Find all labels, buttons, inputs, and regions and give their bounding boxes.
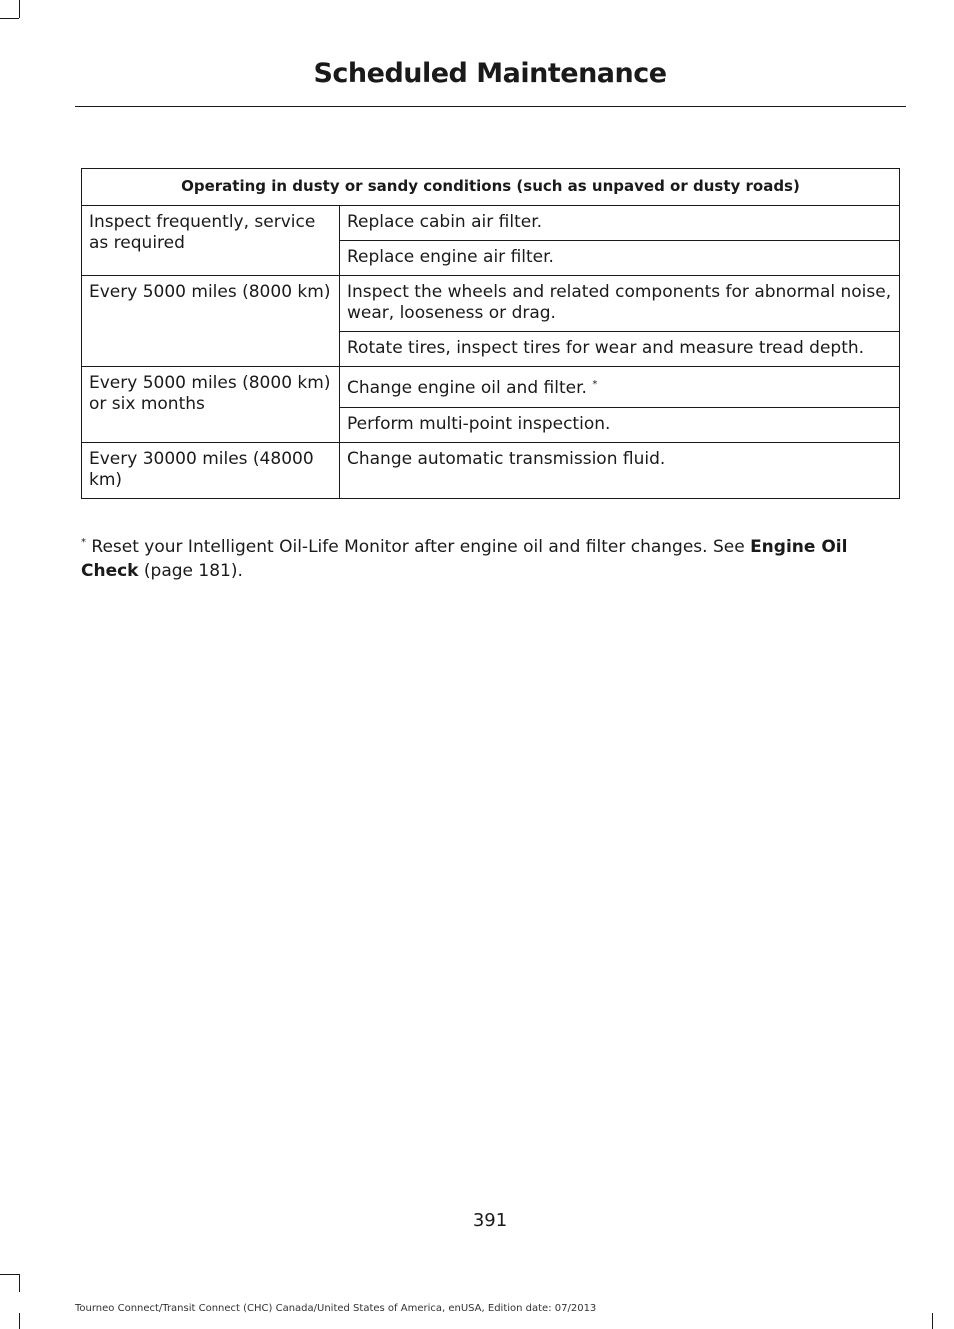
action-cell: Inspect the wheels and related components for abnormal noise, wear, looseness or drag. [340, 276, 900, 332]
crop-mark [0, 18, 19, 19]
action-text: Change engine oil and filter. [347, 378, 587, 398]
engine-oil-check-link[interactable]: Engine Oil Check [81, 537, 848, 581]
table-row [82, 206, 900, 241]
table-row [82, 367, 900, 408]
table-row [82, 276, 900, 332]
footnote-marker: * [81, 537, 86, 548]
page-title: Scheduled Maintenance [313, 58, 667, 89]
page-reference: (page 181). [138, 561, 243, 581]
crop-mark [19, 1313, 20, 1329]
action-cell: Replace engine air filter. [340, 241, 900, 276]
footnote [81, 535, 893, 583]
crop-mark [19, 0, 20, 18]
action-cell: Replace cabin air filter. [340, 206, 900, 241]
edition-info: Tourneo Connect/Transit Connect (CHC) Canada/United States of America, enUSA, Edition date: 07/2013 [75, 1303, 597, 1314]
page-number: 391 [472, 1210, 508, 1231]
interval-cell: Every 5000 miles (8000 km) or six months [82, 367, 340, 443]
action-cell: Rotate tires, inspect tires for wear and measure tread depth. [340, 332, 900, 367]
footnote-marker: * [592, 379, 598, 390]
action-cell [340, 367, 900, 408]
footnote-text: Reset your Intelligent Oil-Life Monitor after engine oil and filter changes. See [86, 537, 751, 557]
crop-mark [19, 1274, 20, 1292]
interval-cell: Every 30000 miles (48000 km) [82, 443, 340, 499]
crop-mark [0, 1274, 19, 1275]
action-cell: Change automatic transmission fluid. [340, 443, 900, 499]
interval-cell: Inspect frequently, service as required [82, 206, 340, 276]
title-divider [75, 106, 906, 107]
table-row [82, 443, 900, 499]
table-header-row [82, 169, 900, 206]
table-heading: Operating in dusty or sandy conditions (such as unpaved or dusty roads) [82, 169, 900, 206]
maintenance-table [81, 168, 900, 499]
action-cell: Perform multi-point inspection. [340, 408, 900, 443]
crop-mark [932, 1313, 933, 1329]
interval-cell: Every 5000 miles (8000 km) [82, 276, 340, 367]
